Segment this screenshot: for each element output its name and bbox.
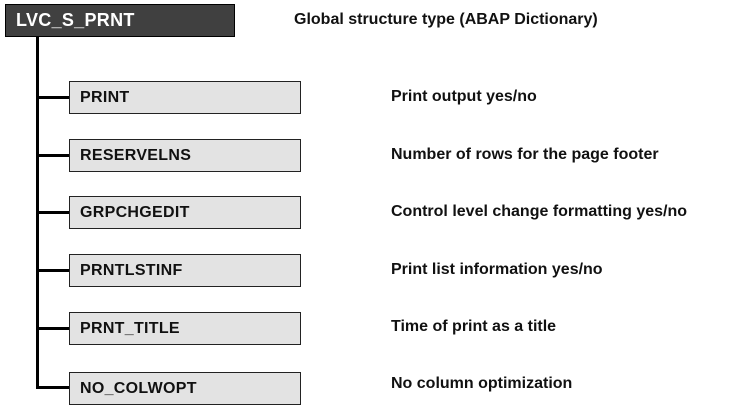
branch-connector <box>36 327 70 330</box>
root-structure-box: LVC_S_PRNT <box>5 4 235 37</box>
field-description-prnt-title: Time of print as a title <box>391 318 557 335</box>
branch-connector <box>36 386 70 389</box>
field-box-grpchgedit: GRPCHGEDIT <box>69 196 301 229</box>
root-structure-description: Global structure type (ABAP Dictionary) <box>294 11 598 28</box>
branch-connector <box>36 96 70 99</box>
branch-connector <box>36 154 70 157</box>
field-description-prntlstinf: Print list information yes/no <box>391 261 603 278</box>
field-box-prnt-title: PRNT_TITLE <box>69 312 301 345</box>
field-description-reservelns: Number of rows for the page footer <box>391 146 659 163</box>
field-description-print: Print output yes/no <box>391 88 537 105</box>
field-box-reservelns: RESERVELNS <box>69 139 301 172</box>
branch-connector <box>36 269 70 272</box>
branch-connector <box>36 211 70 214</box>
field-box-prntlstinf: PRNTLSTINF <box>69 254 301 287</box>
field-box-print: PRINT <box>69 81 301 114</box>
field-box-no-colwopt: NO_COLWOPT <box>69 372 301 405</box>
field-description-grpchgedit: Control level change formatting yes/no <box>391 203 688 220</box>
field-description-no-colwopt: No column optimization <box>391 375 573 392</box>
